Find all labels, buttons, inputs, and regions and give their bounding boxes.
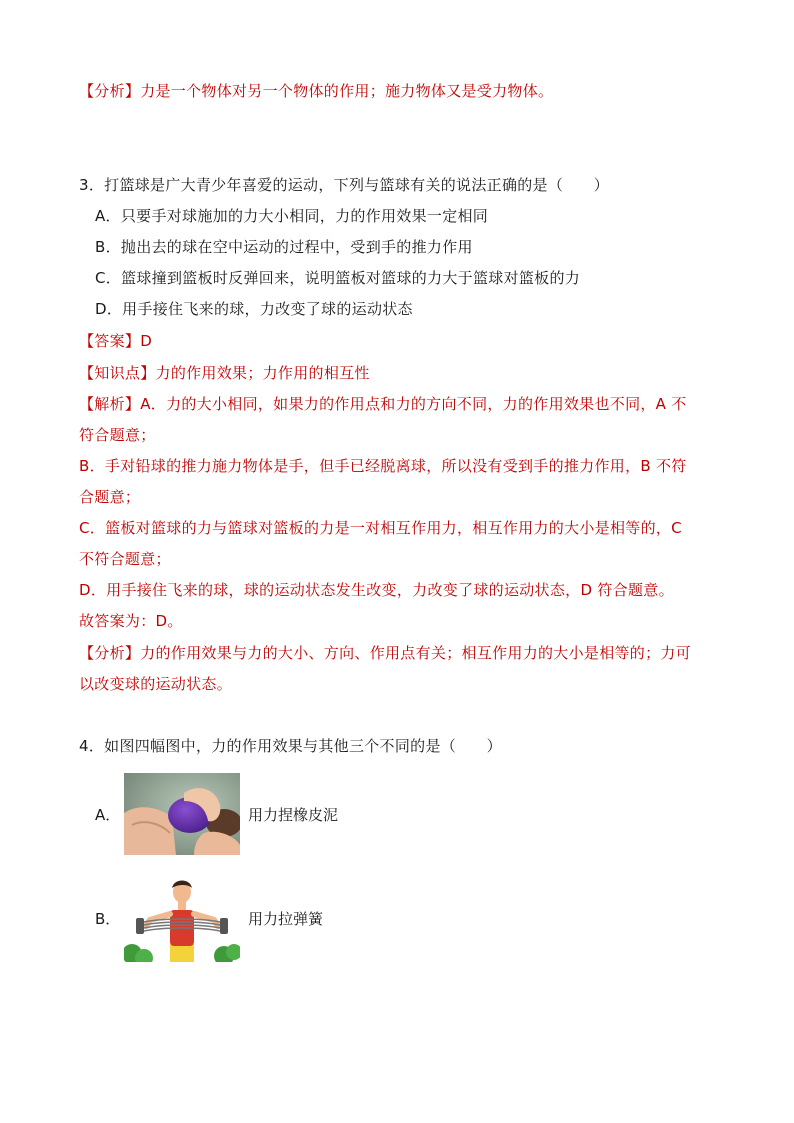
q3-explain-line-6: 不符合题意； — [79, 550, 171, 568]
q3-option-b: B．抛出去的球在空中运动的过程中，受到手的推力作用 — [95, 238, 473, 256]
q3-option-c: C．篮球撞到篮板时反弹回来，说明篮板对篮球的力大于篮球对篮板的力 — [95, 269, 581, 287]
q3-explain-line-8: 故答案为：D。 — [79, 612, 183, 630]
q2-analysis-text: 力是一个物体对另一个物体的作用；施力物体又是受力物体。 — [140, 82, 554, 100]
q4-stem: 4．如图四幅图中，力的作用效果与其他三个不同的是（ ） — [79, 737, 502, 755]
q4-option-b-caption: 用力拉弹簧 — [248, 910, 324, 928]
q3-knowledge-text: 力的作用效果；力作用的相互性 — [155, 364, 370, 382]
q3-option-a: A．只要手对球施加的力大小相同，力的作用效果一定相同 — [95, 207, 489, 225]
clay-squeeze-image — [124, 773, 240, 855]
q3-explain-line-3: B．手对铅球的推力施力物体是手，但手已经脱离球，所以没有受到手的推力作用，B 不符 — [79, 457, 687, 475]
q3-explain-line-7: D．用手接住飞来的球，球的运动状态发生改变，力改变了球的运动状态，D 符合题意。 — [79, 581, 674, 599]
spring-stretch-image — [124, 876, 240, 962]
q3-explain-line-2: 符合题意； — [79, 426, 156, 444]
q3-answer-value: D — [140, 332, 153, 350]
q3-answer-tag: 【答案】 — [79, 332, 141, 350]
q3-explain-line-5: C．篮板对篮球的力与篮球对篮板的力是一对相互作用力，相互作用力的大小是相等的，C — [79, 519, 682, 537]
q4-option-a-letter: A． — [95, 806, 121, 824]
q3-explain-line-1 — [79, 393, 687, 415]
q3-explain-text-1: A．力的大小相同，如果力的作用点和力的方向不同，力的作用效果也不同，A 不 — [140, 395, 687, 413]
q3-analysis-line-2: 以改变球的运动状态。 — [79, 675, 233, 693]
q3-explain-line-4: 合题意； — [79, 488, 141, 506]
q3-analysis-tag: 【分析】 — [79, 644, 141, 662]
q4-option-a-caption: 用力捏橡皮泥 — [248, 806, 339, 824]
q3-knowledge-line — [79, 362, 370, 384]
q2-analysis-line — [79, 80, 553, 102]
q3-knowledge-tag: 【知识点】 — [79, 364, 156, 382]
q3-answer-line — [79, 330, 152, 352]
q2-analysis-tag: 【分析】 — [79, 82, 141, 100]
q3-analysis-line-1 — [79, 642, 691, 664]
q3-explain-tag: 【解析】 — [79, 395, 141, 413]
q3-analysis-text-1: 力的作用效果与力的大小、方向、作用点有关；相互作用力的大小是相等的；力可 — [140, 644, 692, 662]
q3-stem: 3．打篮球是广大青少年喜爱的运动，下列与篮球有关的说法正确的是（ ） — [79, 176, 610, 194]
q3-option-d: D．用手接住飞来的球，力改变了球的运动状态 — [95, 300, 413, 318]
q4-option-b-letter: B． — [95, 910, 121, 928]
